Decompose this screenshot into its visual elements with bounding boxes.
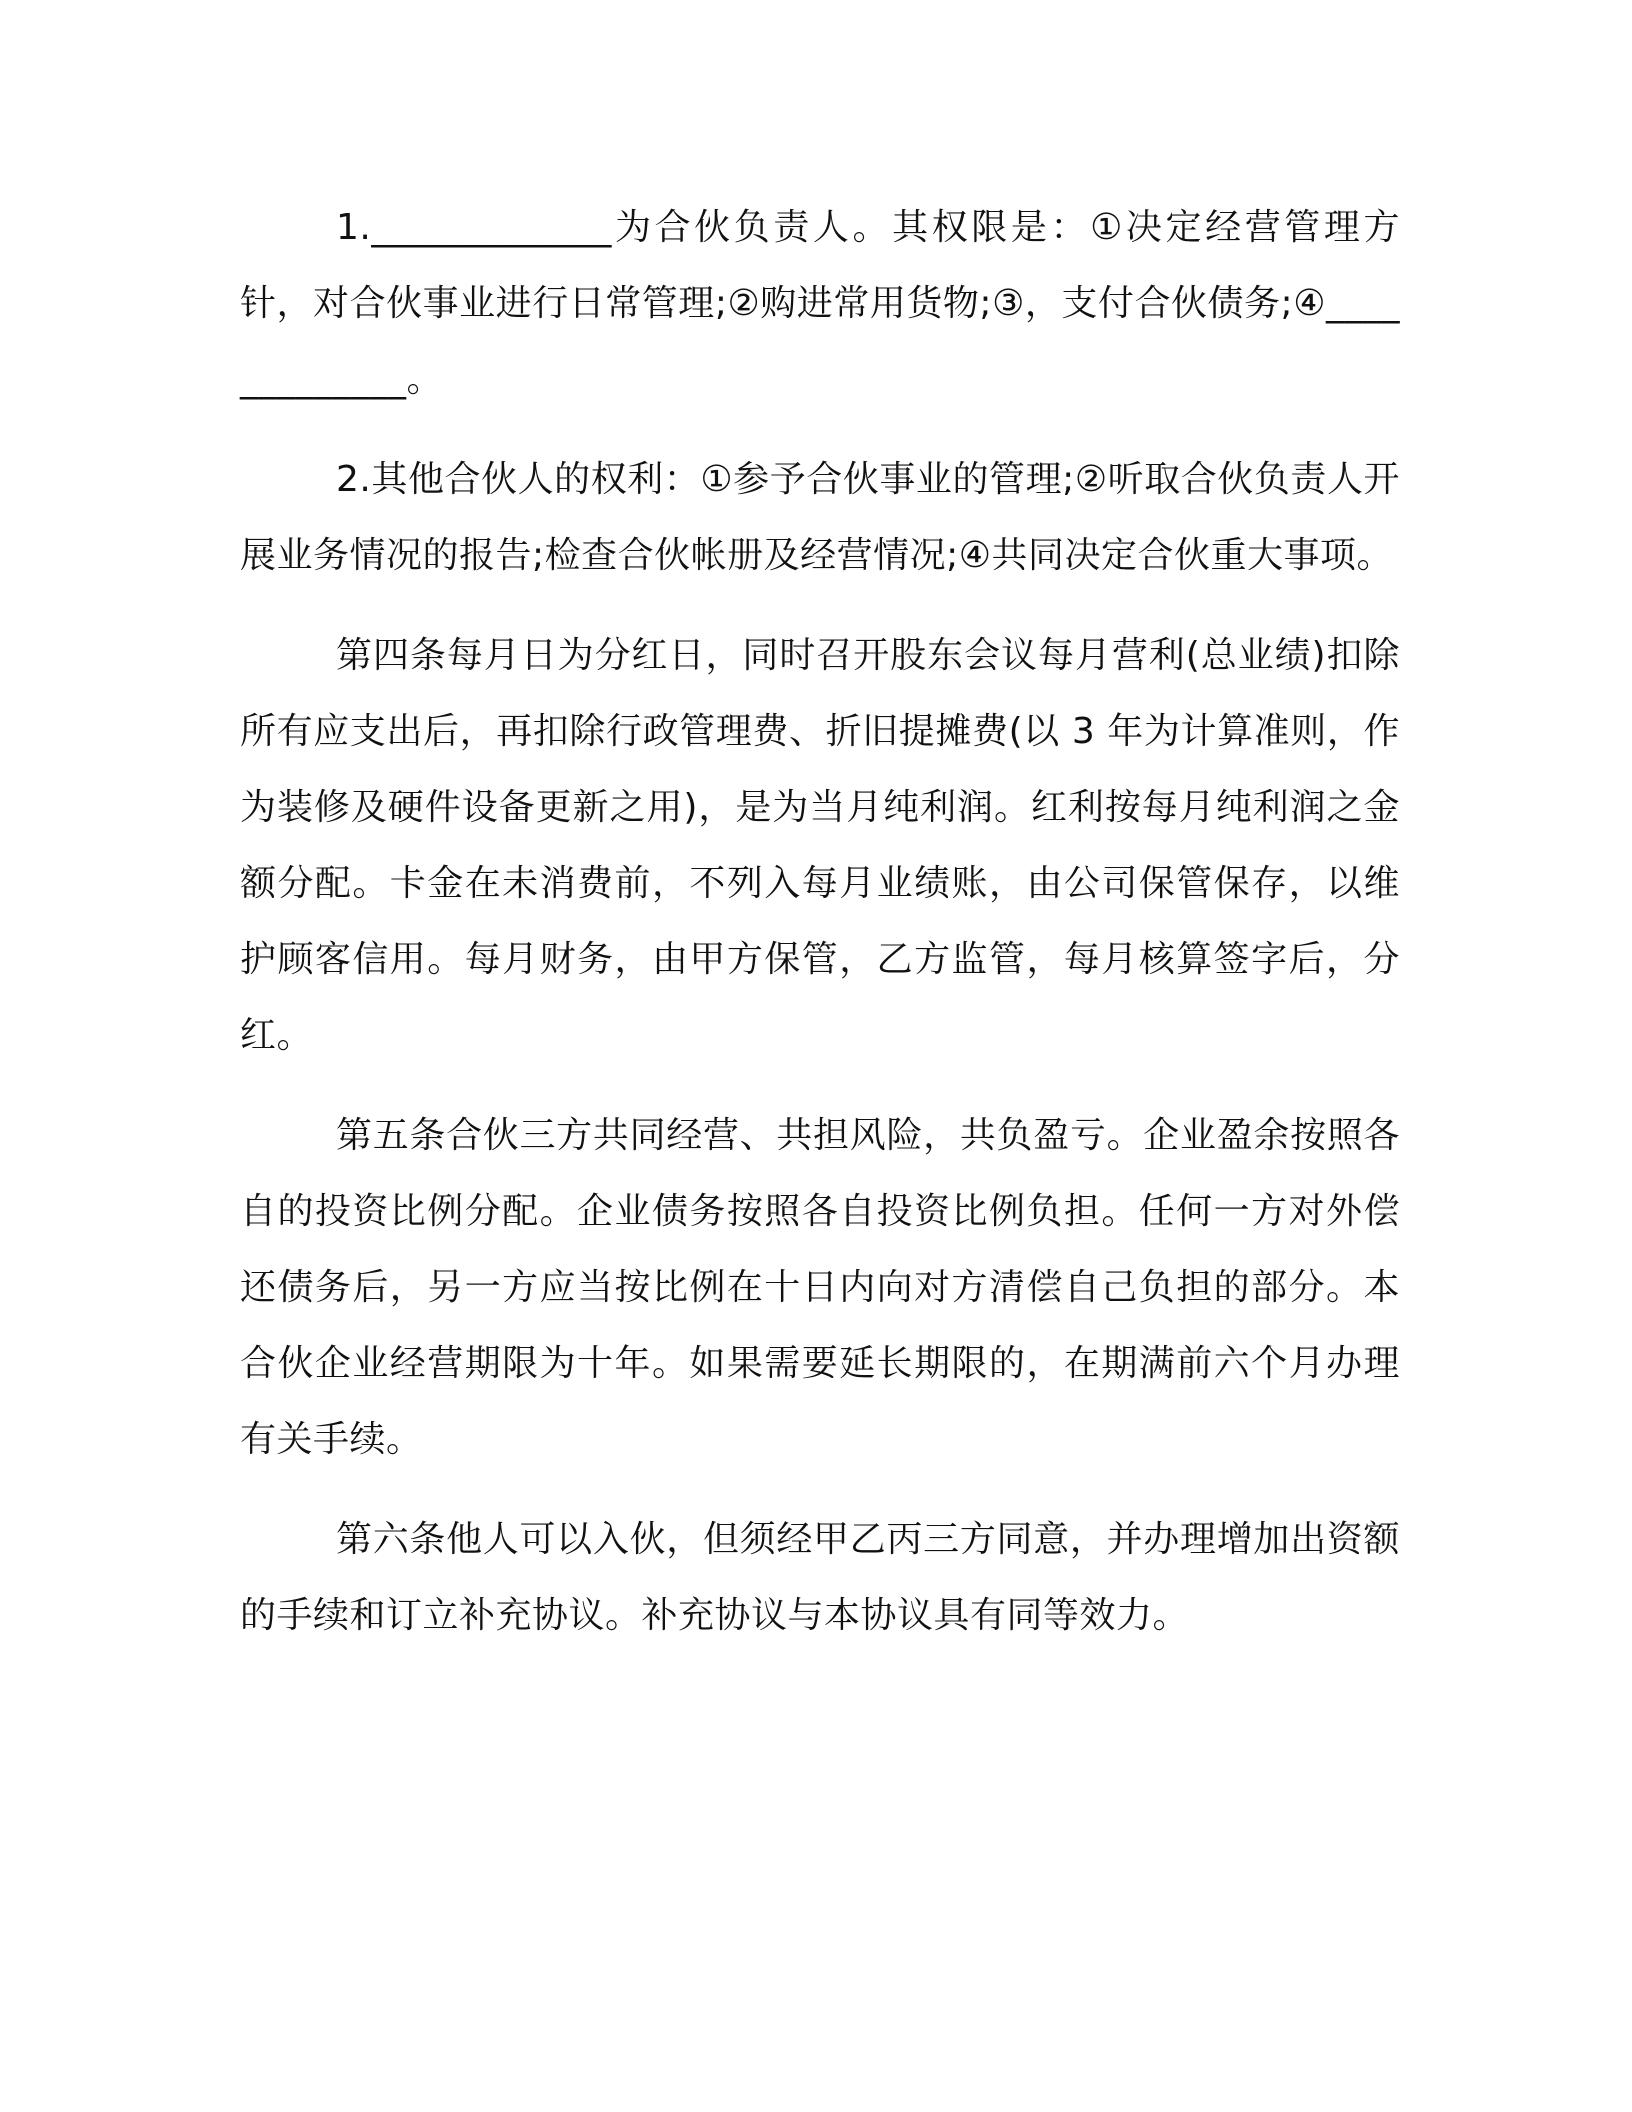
paragraph-article-6: 第六条他人可以入伙，但须经甲乙丙三方同意，并办理增加出资额的手续和订立补充协议。补充协议与本协议具有同等效力。: [240, 1519, 1400, 1636]
paragraph-responsible-partner: 1._____________为合伙负责人。其权限是：①决定经营管理方针，对合伙事业进行日常管理;②购进常用货物;③，支付合伙债务;④_____________。: [240, 207, 1400, 400]
paragraph-article-5: 第五条合伙三方共同经营、共担风险，共负盈亏。企业盈余按照各自的投资比例分配。企业债务按照各自投资比例负担。任何一方对外偿还债务后，另一方应当按比例在十日内向对方清偿自己负担的部分。本合伙企业经营期限为十年。如果需要延长期限的，在期满前六个月办理有关手续。: [240, 1115, 1400, 1460]
paragraph-article-4: 第四条每月日为分红日，同时召开股东会议每月营利(总业绩)扣除所有应支出后，再扣除行政管理费、折旧提摊费(以 3 年为计算准则，作为装修及硬件设备更新之用)，是为当月纯利润。红利按每月纯利润之金额分配。卡金在未消费前，不列入每月业绩账，由公司保管保存，以维护顾客信用。每月财务，由甲方保管，乙方监管，每月核算签字后，分红。: [240, 635, 1400, 1056]
document-page: [240, 190, 1400, 1678]
paragraph-other-partner-rights: 2.其他合伙人的权利：①参予合伙事业的管理;②听取合伙负责人开展业务情况的报告;检查合伙帐册及经营情况;④共同决定合伙重大事项。: [240, 459, 1400, 576]
